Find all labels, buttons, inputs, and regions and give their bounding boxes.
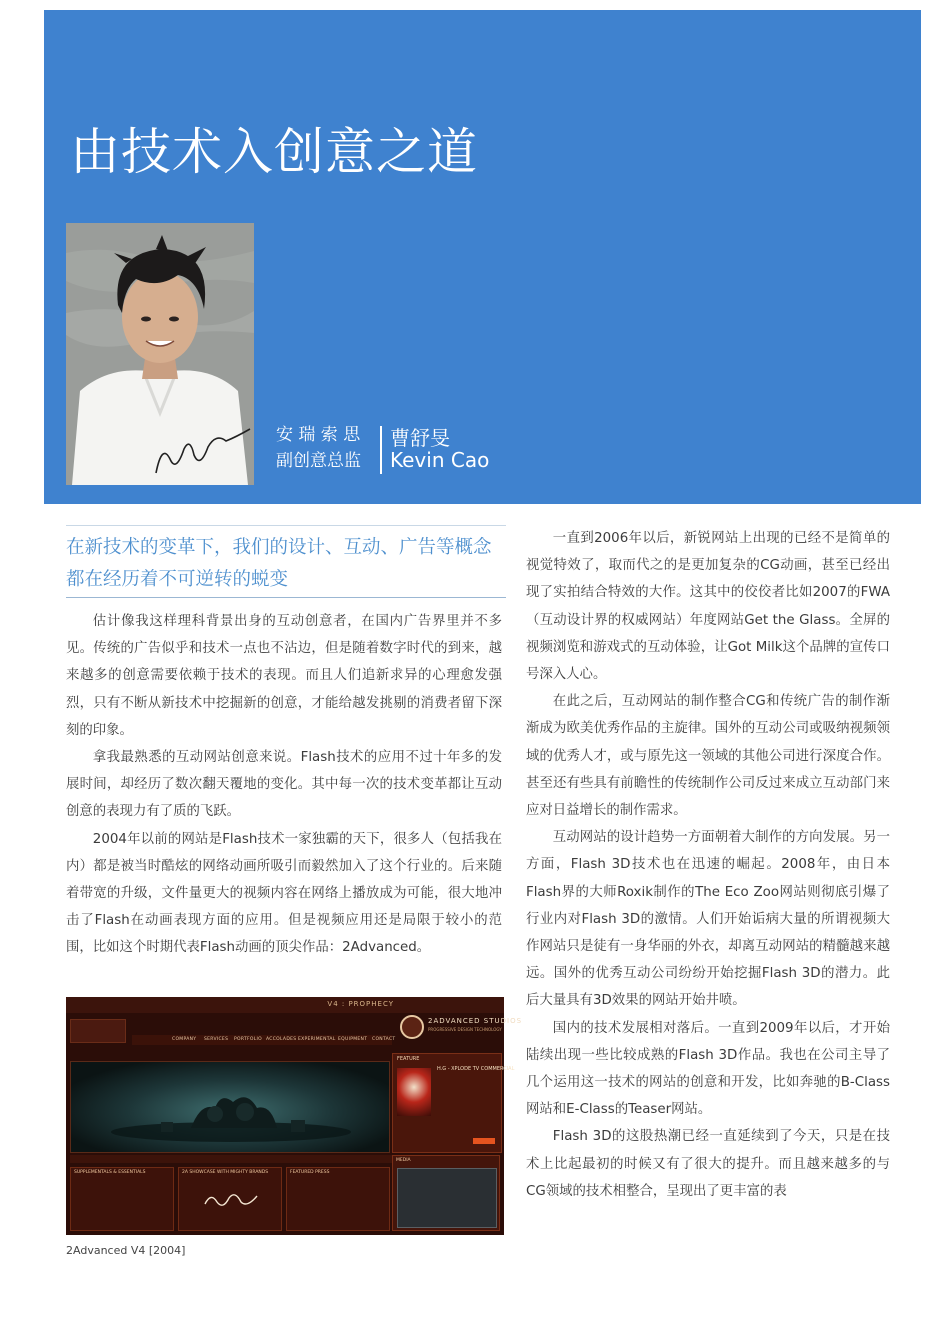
author-position: 副创意总监 — [276, 451, 361, 471]
signature-logo-icon — [201, 1190, 261, 1210]
lead-top-rule — [66, 525, 506, 526]
screenshot-nav-item: PORTFOLIO — [234, 1037, 263, 1042]
author-role — [276, 422, 378, 474]
body-paragraph: 在此之后，互动网站的制作整合CG和传统广告的制作渐渐成为欧美优秀作品的主旋律。国外的互动公司或吸纳视频领域的优秀人才，或与原先这一领域的其他公司进行深度合作。甚至还有些具有前瞻性的传统制作公司反过来成立互动部门来应对日益增长的制作需求。 — [526, 694, 890, 819]
screenshot-media-panel — [392, 1155, 500, 1231]
media-thumbnail — [397, 1168, 497, 1228]
screenshot-nav — [132, 1035, 396, 1045]
screenshot-topbar — [66, 997, 504, 1013]
body-paragraph: 估计像我这样理科背景出身的互动创意者，在国内广告界里并不多见。传统的广告似乎和技术一点也不沾边，但是随着数字时代的到来，越来越多的创意需要依赖于技术的表现。而且人们追新求异的心理愈发强烈，只有不断从新技术中挖掘新的创意，才能给越发挑剔的消费者留下深刻的印象。 — [66, 614, 502, 738]
screenshot-3d-scene — [70, 1061, 390, 1153]
pane-heading: SUPPLEMENTALS & ESSENTIALS — [74, 1170, 146, 1175]
body-paragraph: 互动网站的设计趋势一方面朝着大制作的方向发展。另一方面，Flash 3D技术也在迅速的崛起。2008年，由日本Flash界的大师Roxik制作的The Eco Zoo网站则彻底引爆了行业内对Flash 3D的激情。人们开始诟病大量的所谓视频大作网站只是徒有一身华丽的外衣，却离互动网站的精髓越来越远。国外的优秀互动公司纷纷开始挖掘Flash 3D的潜力。此后大量具有3D效果的网站开始井喷。 — [526, 830, 890, 1009]
website-screenshot — [66, 997, 523, 1235]
pane-heading: FEATURED PRESS — [290, 1170, 330, 1175]
screenshot-nav-item: EXPERIMENTAL — [298, 1037, 336, 1042]
screenshot-nav-item: SERVICES — [204, 1037, 229, 1042]
lead-bottom-rule — [66, 597, 506, 598]
media-label: MEDIA — [396, 1158, 411, 1163]
screenshot-feature-panel — [392, 1053, 515, 1153]
pane-heading: 2A SHOWCASE WITH MIGHTY BRANDS — [182, 1170, 269, 1175]
feature-headline: H.G - XPLODE TV COMMERCIAL — [437, 1066, 515, 1072]
body-paragraph: 拿我最熟悉的互动网站创意来说。Flash技术的应用不过十年多的发展时间，却经历了数次翻天覆地的变化。其中每一次的技术变革都让互动创意的表现力有了质的飞跃。 — [66, 750, 502, 820]
screenshot-nav-item: CONTACT — [372, 1037, 396, 1042]
author-name-cn: 曹舒旻 — [390, 426, 450, 450]
screenshot-version-label: V4 : PROPHECY — [327, 1000, 394, 1008]
author-portrait-illustration — [66, 223, 254, 485]
feature-label: FEATURE — [397, 1056, 420, 1062]
body-paragraph: 一直到2006年以后，新锐网站上出现的已经不是简单的视觉特效了，取而代之的是更加复杂的CG动画，甚至已经出现了实拍结合特效的大作。这其中的佼佼者比如2007的FWA（互动设计界的权威网站）年度网站Get the Glass。全屏的视频浏览和游戏式的互动体验，让Got Milk这个品牌的宣传口号深入人心。 — [526, 531, 890, 683]
screenshot-nav-item: COMPANY — [172, 1037, 197, 1042]
body-paragraph: 2004年以前的网站是Flash技术一家独霸的天下，很多人（包括我在内）都是被当时酷炫的网络动画所吸引而毅然加入了这个行业的。后来随着带宽的升级，文件量更大的视频内容在网络上播放成为可能，很大地冲击了Flash在动画表现方面的应用。但是视频应用还是局限于较小的范围，比如这个时期代表Flash动画的顶尖作品：2Advanced。 — [66, 831, 502, 956]
author-divider — [380, 426, 382, 474]
scene-figures-illustration — [71, 1062, 389, 1152]
article-title: 由技术入创意之道 — [70, 123, 478, 181]
body-paragraph: Flash 3D的这股热潮已经一直延续到了今天，只是在技术上比起最初的时候又有了很大的提升。而且越来越多的与CG领域的技术相整合，呈现出了更丰富的表 — [526, 1129, 890, 1199]
author-org: 安 瑞 索 思 — [276, 425, 361, 445]
screenshot-sidebox — [70, 1019, 126, 1043]
2advanced-logo-icon — [400, 1015, 424, 1039]
screenshot-section-bar — [70, 1155, 392, 1163]
screenshot-pane — [70, 1167, 174, 1231]
author-photo — [66, 223, 254, 485]
feature-button — [473, 1138, 495, 1144]
screenshot-brand: 2ADVANCED STUDIOS — [428, 1017, 523, 1025]
screenshot-caption: 2Advanced V4 [2004] — [66, 1244, 186, 1257]
header-banner — [44, 10, 921, 504]
left-column — [66, 608, 502, 962]
screenshot-pane — [286, 1167, 390, 1231]
author-name-en: Kevin Cao — [390, 448, 490, 472]
screenshot-nav-item: ACCOLADES — [266, 1037, 297, 1042]
feature-image — [397, 1068, 431, 1116]
lead-paragraph: 在新技术的变革下，我们的设计、互动、广告等概念都在经历着不可逆转的蜕变 — [66, 537, 492, 590]
screenshot-pane — [178, 1167, 282, 1231]
body-paragraph: 国内的技术发展相对落后。一直到2009年以后，才开始陆续出现一些比较成熟的Flash 3D作品。我也在公司主导了几个运用这一技术的网站的创意和开发，比如奔驰的B-Class网站和E-Class的Teaser网站。 — [526, 1020, 890, 1118]
right-column — [526, 525, 890, 1205]
screenshot-nav-item: EQUIPMENT — [338, 1037, 368, 1042]
screenshot-brand-sub: PROGRESSIVE DESIGN TECHNOLOGY — [428, 1027, 502, 1032]
